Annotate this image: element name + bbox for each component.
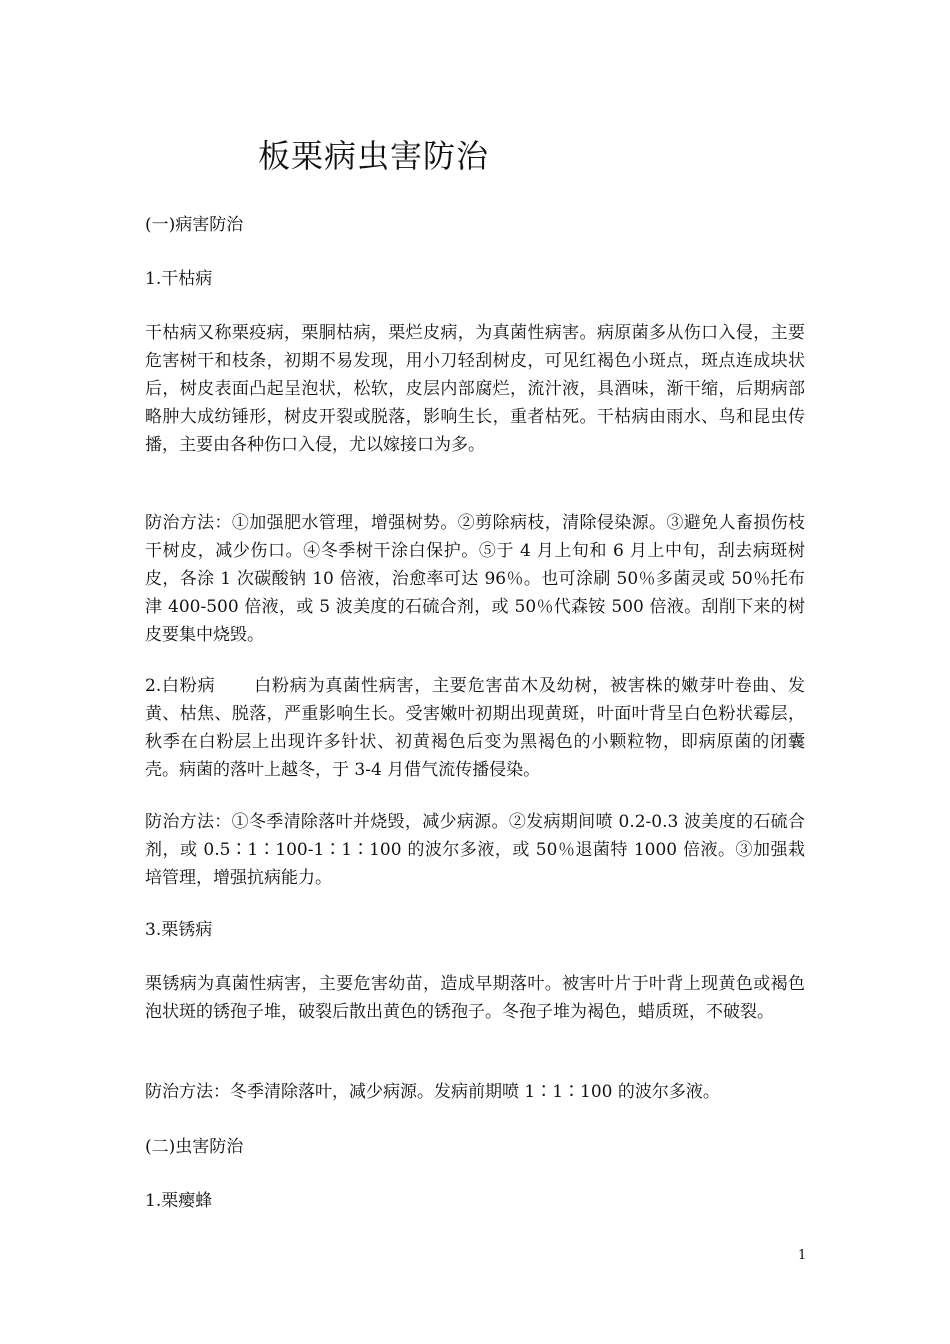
subheading-chestnut-gall-wasp: 1.栗瘿蜂 (145, 1191, 213, 1211)
paragraph-chestnut-rust-control: 防治方法：冬季清除落叶，减少病源。发病前期喷 1∶1∶100 的波尔多液。 (145, 1082, 720, 1102)
section-heading-pest-control: (二)虫害防治 (145, 1137, 244, 1157)
document-title: 板栗病虫害防治 (258, 137, 490, 175)
paragraph-powdery-mildew-control: 防治方法：①冬季清除落叶并烧毁，减少病源。②发病期间喷 0.2-0.3 波美度的石硫合剂，或 0.5∶1∶100-1∶1∶100 的波尔多液，或 50％退菌特 1000 倍液。③加强栽培管理，增强抗病能力。 (145, 812, 805, 888)
paragraph-dry-rot-description: 干枯病又称栗疫病，栗胴枯病，栗烂皮病，为真菌性病害。病原菌多从伤口入侵，主要危害树干和枝条，初期不易发现，用小刀轻刮树皮，可见红褐色小斑点，斑点连成块状后，树皮表面凸起呈泡状，松软，皮层内部腐烂，流汁液，具酒味，渐干缩，后期病部略肿大成纺锤形，树皮开裂或脱落，影响生长，重者枯死。干枯病由雨水、鸟和昆虫传播，主要由各种伤口入侵，尤以嫁接口为多。 (145, 323, 805, 455)
paragraph-chestnut-rust-description: 栗锈病为真菌性病害，主要危害幼苗，造成早期落叶。被害叶片于叶背上现黄色或褐色泡状斑的锈孢子堆，破裂后散出黄色的锈孢子。冬孢子堆为褐色，蜡质斑，不破裂。 (145, 974, 805, 1022)
subheading-powdery-mildew: 2.白粉病 (145, 676, 216, 696)
paragraph-powdery-mildew (145, 672, 805, 784)
paragraph-dry-rot-control: 防治方法：①加强肥水管理，增强树势。②剪除病枝，清除侵染源。③避免人畜损伤枝干树皮，减少伤口。④冬季树干涂白保护。⑤于 4 月上旬和 6 月上中旬，刮去病斑树皮，各涂 1 次碳酸钠 10 倍液，治愈率可达 96％。也可涂刷 50％多菌灵或 50％托布津 400-500 倍液，或 5 波美度的石硫合剂，或 50％代森铵 500 倍液。刮削下来的树皮要集中烧毁。 (145, 513, 805, 645)
page-number: 1 (798, 1248, 807, 1263)
subheading-dry-rot: 1.干枯病 (145, 269, 213, 289)
powdery-mildew-description: 白粉病为真菌性病害，主要危害苗木及幼树，被害株的嫩芽叶卷曲、发黄、枯焦、脱落，严重影响生长。受害嫩叶初期出现黄斑，叶面叶背呈白色粉状霉层，秋季在白粉层上出现许多针状、初黄褐色后变为黑褐色的小颗粒物，即病原菌的闭囊壳。病菌的落叶上越冬，于 3-4 月借气流传播侵染。 (145, 676, 805, 780)
section-heading-disease-control: (一)病害防治 (145, 215, 244, 235)
subheading-chestnut-rust: 3.栗锈病 (145, 920, 213, 940)
